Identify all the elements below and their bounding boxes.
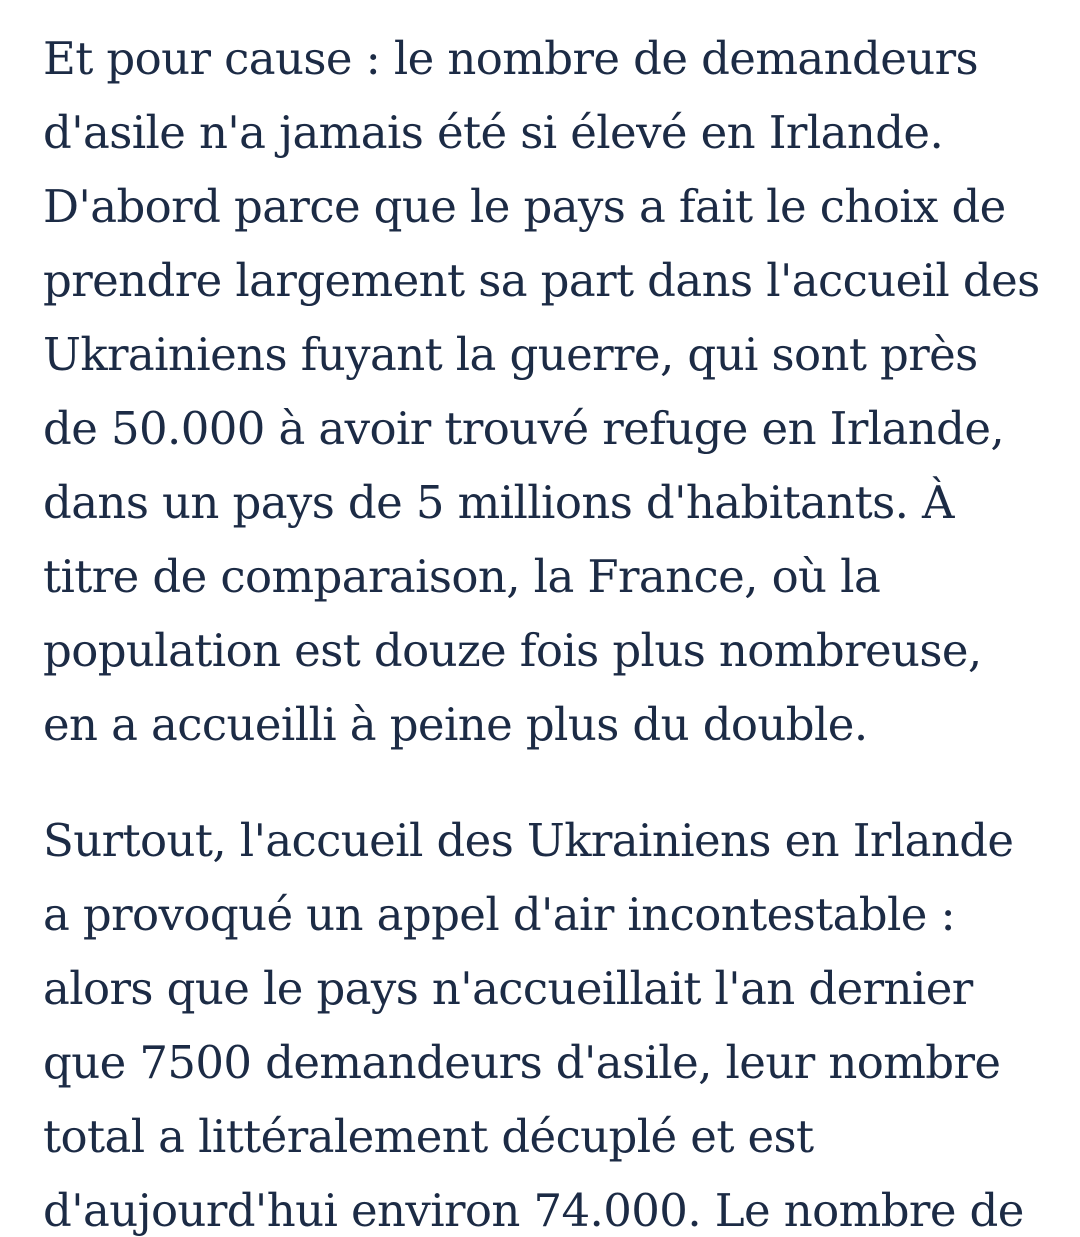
text-line: Et pour cause : le nombre de demandeurs — [43, 32, 979, 85]
text-line: Ukrainiens fuyant la guerre, qui sont près — [43, 328, 978, 381]
text-line: total a littéralement décuplé et est — [43, 1110, 814, 1163]
text-line: de 50.000 à avoir trouvé refuge en Irlande, — [43, 402, 1005, 455]
text-line: Surtout, l'accueil des Ukrainiens en Irlande — [43, 814, 1014, 867]
text-line: prendre largement sa part dans l'accueil des — [43, 254, 1040, 307]
article-body — [43, 22, 1053, 1237]
text-line: que 7500 demandeurs d'asile, leur nombre — [43, 1036, 1001, 1089]
text-line: d'aujourd'hui environ 74.000. Le nombre de — [43, 1184, 1024, 1237]
text-line: a provoqué un appel d'air incontestable : — [43, 888, 956, 941]
text-line: en a accueilli à peine plus du double. — [43, 698, 868, 751]
text-line: dans un pays de 5 millions d'habitants. À — [43, 476, 954, 529]
paragraph-spacer — [43, 762, 1053, 804]
paragraph-1 — [43, 22, 1053, 762]
text-line: titre de comparaison, la France, où la — [43, 550, 881, 603]
text-line: alors que le pays n'accueillait l'an dernier — [43, 962, 973, 1015]
paragraph-2 — [43, 804, 1053, 1237]
text-line: d'asile n'a jamais été si élevé en Irlande. — [43, 106, 944, 159]
text-line: D'abord parce que le pays a fait le choix de — [43, 180, 1006, 233]
text-line: population est douze fois plus nombreuse, — [43, 624, 982, 677]
